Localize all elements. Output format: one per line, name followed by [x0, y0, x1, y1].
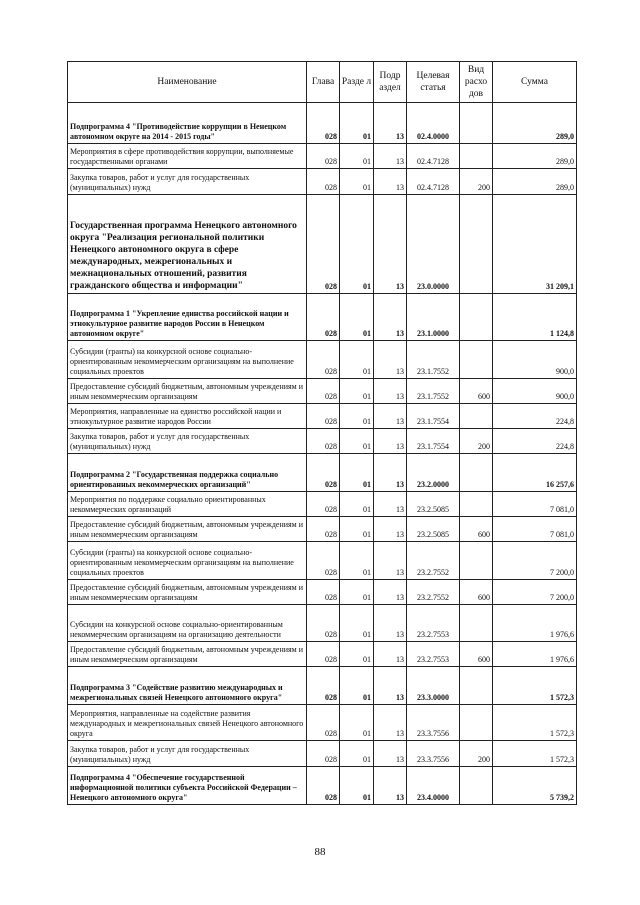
cell-amount: 7 081,0: [493, 492, 577, 517]
cell-target: 23.1.7554: [407, 429, 460, 454]
cell-subsection: 13: [374, 741, 407, 767]
cell-amount: 1 976,6: [493, 642, 577, 667]
cell-target: 23.3.7556: [407, 741, 460, 767]
cell-expense-type: [460, 767, 493, 805]
cell-expense-type: [460, 542, 493, 580]
cell-chapter: 028: [307, 705, 340, 741]
table-row: [68, 705, 577, 741]
cell-amount: 7 200,0: [493, 542, 577, 580]
budget-table: [67, 61, 577, 805]
cell-target: 23.0.0000: [407, 195, 460, 294]
cell-amount: 1 976,6: [493, 605, 577, 642]
cell-section: 01: [340, 404, 374, 429]
cell-expense-type: [460, 341, 493, 379]
cell-chapter: 028: [307, 605, 340, 642]
cell-target: 23.1.7554: [407, 404, 460, 429]
cell-section: 01: [340, 103, 374, 144]
cell-chapter: 028: [307, 195, 340, 294]
cell-section: 01: [340, 341, 374, 379]
cell-amount: 289,0: [493, 144, 577, 169]
table-row: [68, 517, 577, 542]
cell-amount: 1 572,3: [493, 741, 577, 767]
header-section: Разде л: [340, 62, 374, 103]
table-row: [68, 580, 577, 605]
cell-subsection: 13: [374, 454, 407, 492]
cell-chapter: 028: [307, 642, 340, 667]
cell-name: Подпрограмма 4 "Противодействие коррупции в Ненецком автономном округе на 2014 - 2015 годы": [68, 103, 307, 144]
table-row: [68, 642, 577, 667]
table-body: [68, 103, 577, 805]
cell-chapter: 028: [307, 741, 340, 767]
cell-name: Мероприятия в сфере противодействия коррупции, выполняемые государственными органами: [68, 144, 307, 169]
cell-subsection: 13: [374, 103, 407, 144]
cell-expense-type: [460, 103, 493, 144]
cell-target: 23.2.7552: [407, 542, 460, 580]
cell-section: 01: [340, 642, 374, 667]
header-expense-type: Вид расхо дов: [460, 62, 493, 103]
cell-target: 23.1.0000: [407, 294, 460, 341]
cell-amount: 900,0: [493, 379, 577, 404]
cell-expense-type: [460, 144, 493, 169]
cell-chapter: 028: [307, 379, 340, 404]
cell-name: Субсидии на конкурсной основе социально-ориентированным некоммерческим организациям на организацию деятельности: [68, 605, 307, 642]
cell-expense-type: 600: [460, 379, 493, 404]
cell-amount: 1 124,8: [493, 294, 577, 341]
cell-subsection: 13: [374, 667, 407, 705]
cell-section: 01: [340, 580, 374, 605]
cell-subsection: 13: [374, 341, 407, 379]
cell-expense-type: [460, 294, 493, 341]
cell-section: 01: [340, 169, 374, 195]
table-row: [68, 667, 577, 705]
table-row: [68, 767, 577, 805]
cell-section: 01: [340, 429, 374, 454]
table-row: [68, 379, 577, 404]
cell-expense-type: 200: [460, 169, 493, 195]
cell-subsection: 13: [374, 767, 407, 805]
table-row: [68, 404, 577, 429]
cell-chapter: 028: [307, 767, 340, 805]
cell-chapter: 028: [307, 341, 340, 379]
cell-chapter: 028: [307, 667, 340, 705]
cell-expense-type: [460, 404, 493, 429]
cell-chapter: 028: [307, 454, 340, 492]
cell-target: 23.2.5085: [407, 492, 460, 517]
page-number: 88: [314, 846, 326, 858]
cell-subsection: 13: [374, 605, 407, 642]
cell-subsection: 13: [374, 195, 407, 294]
table-row: [68, 294, 577, 341]
cell-subsection: 13: [374, 379, 407, 404]
cell-amount: 289,0: [493, 103, 577, 144]
cell-name: Предоставление субсидий бюджетным, автономным учреждениям и иным некоммерческим организациям: [68, 379, 307, 404]
cell-target: 23.2.7552: [407, 580, 460, 605]
cell-chapter: 028: [307, 404, 340, 429]
cell-target: 23.4.0000: [407, 767, 460, 805]
cell-expense-type: 600: [460, 580, 493, 605]
cell-subsection: 13: [374, 429, 407, 454]
cell-target: 02.4.7128: [407, 144, 460, 169]
cell-expense-type: [460, 605, 493, 642]
table-row: [68, 103, 577, 144]
cell-name: Предоставление субсидий бюджетным, автономным учреждениям и иным некоммерческим организациям: [68, 580, 307, 605]
cell-section: 01: [340, 144, 374, 169]
cell-chapter: 028: [307, 103, 340, 144]
cell-section: 01: [340, 454, 374, 492]
cell-section: 01: [340, 667, 374, 705]
table-row: [68, 429, 577, 454]
cell-target: 02.4.7128: [407, 169, 460, 195]
cell-amount: 5 739,2: [493, 767, 577, 805]
cell-target: 23.3.0000: [407, 667, 460, 705]
cell-amount: 7 200,0: [493, 580, 577, 605]
cell-section: 01: [340, 767, 374, 805]
cell-expense-type: 600: [460, 642, 493, 667]
cell-name: Субсидии (гранты) на конкурсной основе социально-ориентированным некоммерческим организациям на выполнение социальных проектов: [68, 341, 307, 379]
cell-expense-type: [460, 195, 493, 294]
cell-chapter: 028: [307, 542, 340, 580]
cell-chapter: 028: [307, 492, 340, 517]
cell-amount: 224,8: [493, 429, 577, 454]
cell-target: 23.1.7552: [407, 341, 460, 379]
cell-amount: 1 572,3: [493, 667, 577, 705]
table-row: [68, 492, 577, 517]
cell-chapter: 028: [307, 517, 340, 542]
cell-subsection: 13: [374, 517, 407, 542]
cell-target: 23.1.7552: [407, 379, 460, 404]
cell-expense-type: 600: [460, 517, 493, 542]
cell-name: Подпрограмма 4 "Обеспечение государственной информационной политики субъекта Российской Федерации – Ненецкого автономного округа": [68, 767, 307, 805]
cell-amount: 7 081,0: [493, 517, 577, 542]
cell-amount: 900,0: [493, 341, 577, 379]
cell-name: Подпрограмма 1 "Укрепление единства российской нации и этнокультурное развитие народов России в Ненецком автономном округе": [68, 294, 307, 341]
table-row: [68, 144, 577, 169]
cell-target: 23.2.5085: [407, 517, 460, 542]
cell-subsection: 13: [374, 144, 407, 169]
cell-name: Подпрограмма 2 "Государственная поддержка социально ориентированных некоммерческих организаций": [68, 454, 307, 492]
cell-target: 23.2.7553: [407, 605, 460, 642]
cell-target: 23.2.7553: [407, 642, 460, 667]
cell-section: 01: [340, 741, 374, 767]
cell-chapter: 028: [307, 580, 340, 605]
cell-name: Предоставление субсидий бюджетным, автономным учреждениям и иным некоммерческим организациям: [68, 517, 307, 542]
cell-chapter: 028: [307, 429, 340, 454]
cell-target: 23.3.7556: [407, 705, 460, 741]
cell-subsection: 13: [374, 542, 407, 580]
table-row: [68, 195, 577, 294]
cell-name: Государственная программа Ненецкого автономного округа "Реализация региональной политики Ненецкого автономного округа в сфере международных, межрегиональных и межнациональных отношений, развития гражданского общества и информации": [68, 195, 307, 294]
cell-expense-type: [460, 454, 493, 492]
cell-name: Мероприятия, направленные на единство российской нации и этнокультурное развитие народов России: [68, 404, 307, 429]
cell-target: 23.2.0000: [407, 454, 460, 492]
cell-expense-type: [460, 492, 493, 517]
cell-name: Субсидии (гранты) на конкурсной основе социально-ориентированным некоммерческим организациям на выполнение социальных проектов: [68, 542, 307, 580]
cell-section: 01: [340, 294, 374, 341]
cell-subsection: 13: [374, 404, 407, 429]
header-chapter: Глава: [307, 62, 340, 103]
cell-name: Мероприятия по поддержке социально ориентированных некоммерческих организаций: [68, 492, 307, 517]
cell-expense-type: 200: [460, 741, 493, 767]
cell-amount: 289,0: [493, 169, 577, 195]
cell-expense-type: 200: [460, 429, 493, 454]
cell-target: 02.4.0000: [407, 103, 460, 144]
cell-subsection: 13: [374, 642, 407, 667]
cell-subsection: 13: [374, 169, 407, 195]
cell-amount: 224,8: [493, 404, 577, 429]
cell-chapter: 028: [307, 294, 340, 341]
cell-name: Закупка товаров, работ и услуг для государственных (муниципальных) нужд: [68, 741, 307, 767]
cell-chapter: 028: [307, 169, 340, 195]
cell-name: Закупка товаров, работ и услуг для государственных (муниципальных) нужд: [68, 169, 307, 195]
cell-subsection: 13: [374, 294, 407, 341]
cell-amount: 16 257,6: [493, 454, 577, 492]
table-row: [68, 741, 577, 767]
table-row: [68, 542, 577, 580]
cell-subsection: 13: [374, 705, 407, 741]
cell-chapter: 028: [307, 144, 340, 169]
table-row: [68, 169, 577, 195]
cell-amount: 31 209,1: [493, 195, 577, 294]
cell-subsection: 13: [374, 492, 407, 517]
cell-section: 01: [340, 492, 374, 517]
cell-expense-type: [460, 705, 493, 741]
cell-expense-type: [460, 667, 493, 705]
cell-section: 01: [340, 517, 374, 542]
cell-section: 01: [340, 705, 374, 741]
cell-section: 01: [340, 542, 374, 580]
table-header-row: [68, 62, 577, 103]
table-row: [68, 454, 577, 492]
cell-section: 01: [340, 379, 374, 404]
cell-name: Предоставление субсидий бюджетным, автономным учреждениям и иным некоммерческим организациям: [68, 642, 307, 667]
cell-name: Подпрограмма 3 "Содействие развитию международных и межрегиональных связей Ненецкого автономного округа": [68, 667, 307, 705]
header-target: Целевая статья: [407, 62, 460, 103]
cell-subsection: 13: [374, 580, 407, 605]
cell-section: 01: [340, 195, 374, 294]
header-amount: Сумма: [493, 62, 577, 103]
cell-name: Мероприятия, направленные на содействие развития международных и межрегиональных связей Ненецкого автономного округа: [68, 705, 307, 741]
cell-section: 01: [340, 605, 374, 642]
header-name: Наименование: [68, 62, 307, 103]
table-row: [68, 605, 577, 642]
table-row: [68, 341, 577, 379]
cell-amount: 1 572,3: [493, 705, 577, 741]
cell-name: Закупка товаров, работ и услуг для государственных (муниципальных) нужд: [68, 429, 307, 454]
header-subsection: Подр аздел: [374, 62, 407, 103]
